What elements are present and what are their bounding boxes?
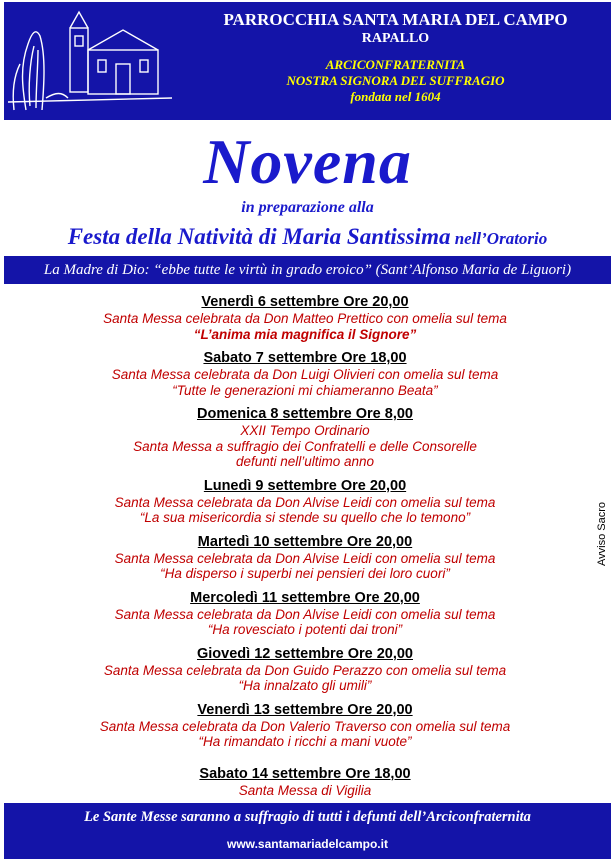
schedule	[20, 294, 590, 806]
event-date: Sabato 7 settembre Ore 18,00	[203, 350, 407, 366]
parish-city: RAPALLO	[361, 31, 430, 46]
website-link[interactable]: www.santamariadelcampo.it	[227, 837, 388, 851]
event-date: Sabato 14 settembre Ore 18,00	[199, 765, 411, 782]
header-banner	[4, 2, 611, 120]
event-date: Mercoledì 11 settembre Ore 20,00	[190, 589, 420, 606]
event-line: Santa Messa celebrata da Don Alvise Leidi con omelia sul tema	[114, 550, 496, 566]
side-label	[595, 495, 609, 575]
event-item	[20, 350, 590, 398]
event-line: Santa Messa celebrata da Don Luigi Olivieri con omelia sul tema	[111, 367, 499, 382]
footer-note: Le Sante Messe saranno a suffragio di tutti i defunti dell’Arciconfraternita	[84, 809, 531, 825]
event-date: Giovedì 12 settembre Ore 20,00	[197, 645, 413, 662]
event-date: Venerdì 6 settembre Ore 20,00	[201, 294, 409, 310]
event-theme: “Ha rimandato i ricchi a mani vuote”	[198, 734, 412, 749]
feast-title	[0, 224, 615, 250]
event-theme: “Ha disperso i superbi nei pensieri dei loro cuori”	[160, 566, 450, 581]
event-line: Santa Messa di Vigilia	[238, 782, 372, 798]
feast-name: Festa della Natività di Maria Santissima	[67, 224, 451, 249]
event-line: defunti nell’ultimo anno	[235, 454, 375, 469]
side-label-text: Avviso Sacro	[596, 502, 608, 566]
event-item	[20, 766, 590, 799]
parish-title: PARROCCHIA SANTA MARIA DEL CAMPO	[223, 10, 568, 29]
header-text	[184, 10, 607, 105]
founded-date: fondata nel 1604	[350, 89, 441, 104]
event-theme: “L’anima mia magnifica il Signore”	[193, 326, 417, 342]
church-sketch-icon	[6, 6, 174, 114]
event-item	[20, 646, 590, 694]
event-item	[20, 478, 590, 526]
page-title: Novena	[203, 126, 412, 197]
event-item	[20, 406, 590, 470]
event-line: Santa Messa a suffragio dei Confratelli e delle Consorelle	[133, 438, 477, 454]
event-line: XXII Tempo Ordinario	[240, 423, 370, 438]
event-theme: “Ha innalzato gli umili”	[238, 678, 372, 693]
event-item	[20, 702, 590, 750]
event-date: Domenica 8 settembre Ore 8,00	[197, 406, 413, 422]
event-line: Santa Messa celebrata da Don Alvise Leidi con omelia sul tema	[114, 494, 496, 510]
event-theme: “Ha rovesciato i potenti dai troni”	[207, 622, 403, 637]
event-theme: “Tutte le generazioni mi chiameranno Beata”	[172, 382, 438, 398]
event-theme: “La sua misericordia si stende su quello che lo temono”	[139, 510, 471, 525]
event-date: Martedì 10 settembre Ore 20,00	[197, 533, 413, 550]
event-date: Lunedì 9 settembre Ore 20,00	[203, 477, 407, 494]
event-item	[20, 294, 590, 342]
event-line: Santa Messa celebrata da Don Valerio Traverso con omelia sul tema	[99, 718, 511, 734]
footer-banner	[4, 803, 611, 859]
event-line: Santa Messa celebrata da Don Guido Perazzo con omelia sul tema	[103, 662, 507, 678]
event-item	[20, 534, 590, 582]
page-subtitle: in preparazione alla	[241, 199, 374, 216]
feast-place: nell’Oratorio	[450, 229, 548, 248]
event-item	[20, 590, 590, 638]
event-line: Santa Messa celebrata da Don Matteo Prettico con omelia sul tema	[103, 311, 507, 326]
event-date: Venerdì 13 settembre Ore 20,00	[197, 701, 413, 718]
confraternity-name: ARCICONFRATERNITA	[325, 57, 466, 72]
confraternity-subtitle: NOSTRA SIGNORA DEL SUFFRAGIO	[286, 73, 505, 88]
quote-banner: La Madre di Dio: “ebbe tutte le virtù in grado eroico” (Sant’Alfonso Maria de Liguori)	[4, 256, 611, 284]
event-line: Santa Messa celebrata da Don Alvise Leidi con omelia sul tema	[114, 606, 496, 622]
